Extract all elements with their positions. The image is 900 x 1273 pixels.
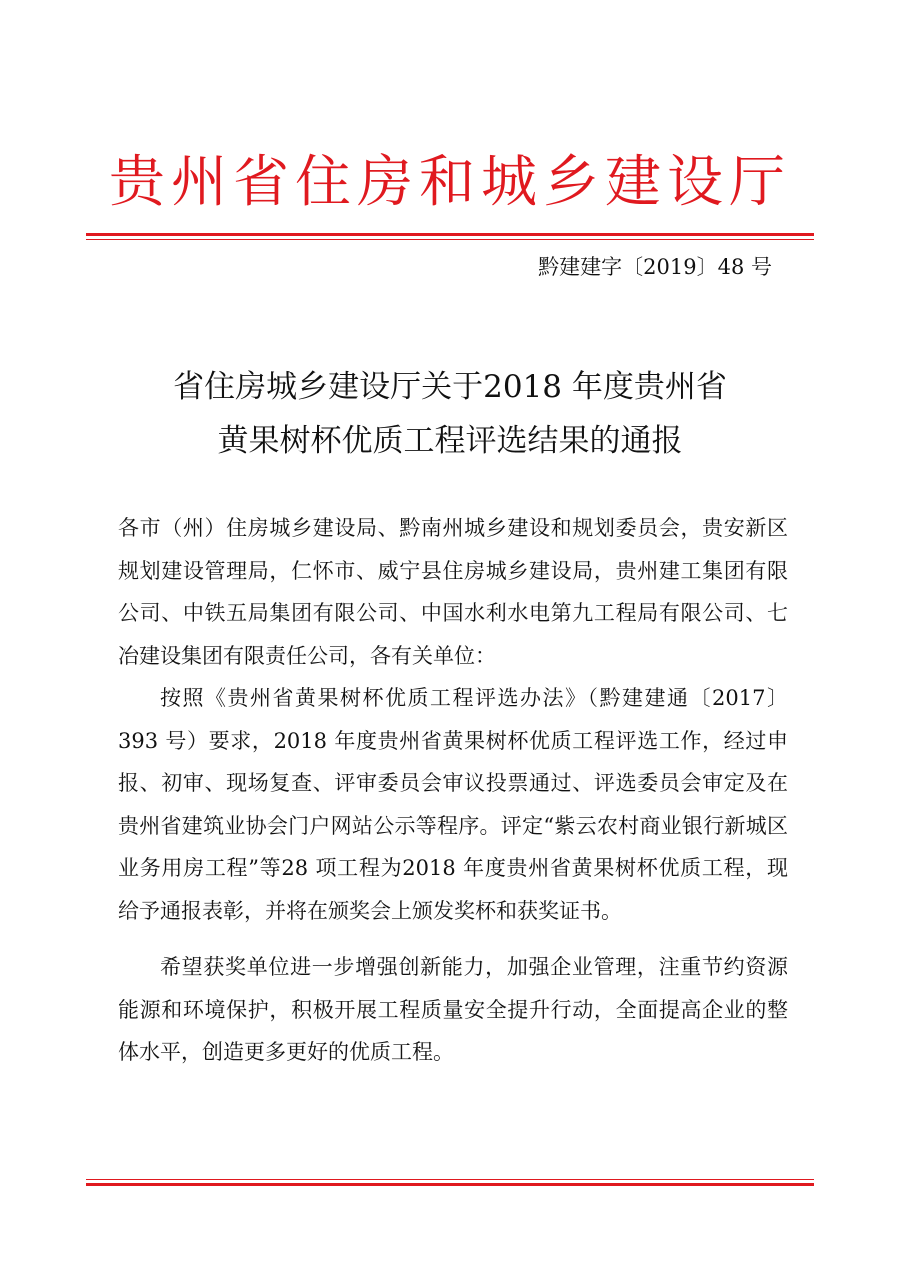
- header-rule-thick: [86, 233, 814, 236]
- footer-rule-thick: [86, 1183, 814, 1186]
- body-paragraph-2: 希望获奖单位进一步增强创新能力，加强企业管理，注重节约资源能源和环境保护，积极开展工程质量安全提升行动，全面提高企业的整体水平，创造更多更好的优质工程。: [118, 955, 788, 1064]
- footer-rule-thin: [86, 1179, 814, 1180]
- header-rule-thin: [86, 239, 814, 240]
- addressee-paragraph: 各市（州）住房城乡建设局、黔南州城乡建设和规划委员会，贵安新区规划建设管理局，仁怀市、威宁县住房城乡建设局，贵州建工集团有限公司、中铁五局集团有限公司、中国水利水电第九工程局有限公司、七冶建设集团有限责任公司，各有关单位：: [118, 516, 788, 668]
- issuer-letterhead: 贵州省住房和城乡建设厅: [109, 150, 791, 215]
- document-number: 黔建建字〔2019〕48 号: [538, 255, 772, 279]
- body-paragraph-1: 按照《贵州省黄果树杯优质工程评选办法》（黔建建通〔2017〕393 号）要求，2018 年度贵州省黄果树杯优质工程评选工作，经过申报、初审、现场复查、评审委员会审议投票通过、评选委员会审定及在贵州省建筑业协会门户网站公示等程序。评定“紫云农村商业银行新城区业务用房工程”等28 项工程为2018 年度贵州省黄果树杯优质工程，现给予通报表彰，并将在颁奖会上颁发奖杯和获奖证书。: [118, 686, 788, 923]
- title-line-1: 省住房城乡建设厅关于2018 年度贵州省: [173, 369, 727, 405]
- document-body: [118, 507, 788, 1074]
- title-line-2: 黄果树杯优质工程评选结果的通报: [217, 423, 683, 459]
- document-title: [86, 360, 814, 468]
